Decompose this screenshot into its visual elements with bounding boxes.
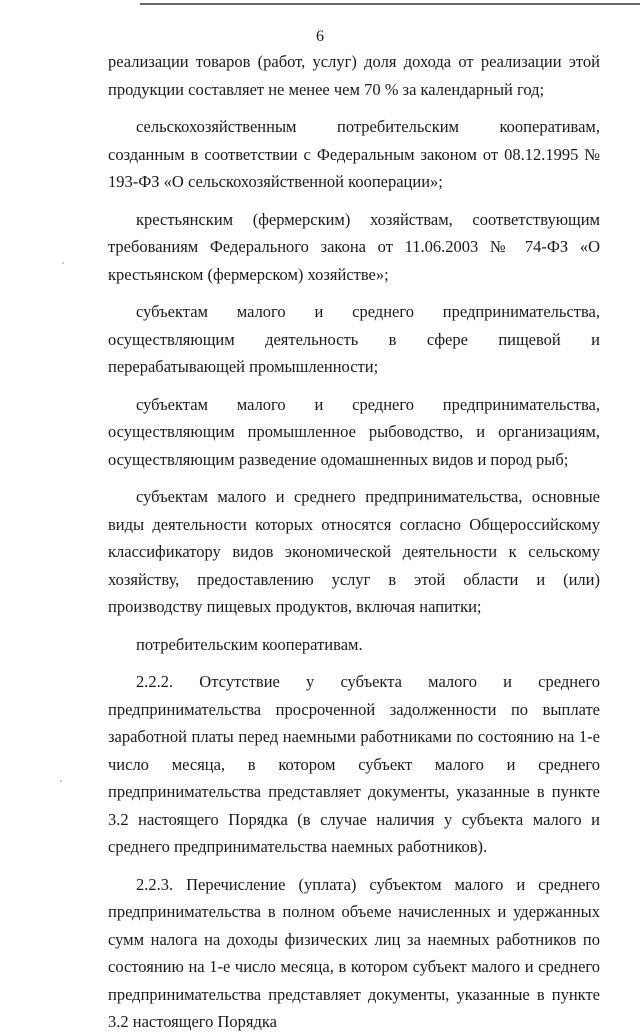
paragraph-fish-farming: субъектам малого и среднего предпринимательства, осуществляющим промышленное рыбоводство, и организациям, осуществляющим разведение одомашненных видов и пород рыб; — [108, 394, 600, 469]
paragraph-food-industry: субъектам малого и среднего предпринимательства, осуществляющим деятельность в сфере пищевой и перерабатывающей промышленности; — [108, 302, 600, 376]
paragraph-2-2-3: 2.2.3. Перечисление (уплата) субъектом малого и среднего предпринимательства в полном объеме начисленных и удержанных сумм налога на доходы физических лиц за наемных работников по состоянию на 1-е число месяца, в котором субъект малого и среднего предпринимательства представляет документы, указанные в пункте 3.2 настоящего Порядка — [108, 874, 600, 1031]
paragraph-2-2-2: 2.2.2. Отсутствие у субъекта малого и среднего предпринимательства просроченной задолженности по выплате заработной платы перед наемными работниками по состоянию на 1-е число месяца, в котором субъект малого и среднего предпринимательства представляет документы, указанные в пункте 3.2 настоящего Порядка (в случае наличия у субъекта малого и среднего предпринимательства наемных работников). — [108, 672, 600, 856]
scan-speck — [62, 262, 64, 264]
paragraph-continuation: реализации товаров (работ, услуг) доля дохода от реализации этой продукции составляет не менее чем 70 % за календарный год; — [108, 52, 600, 99]
paragraph-agri-cooperatives: сельскохозяйственным потребительским кооперативам, созданным в соответствии с Федеральным законом от 08.12.1995 № 193-ФЗ «О сельскохозяйственной кооперации»; — [108, 117, 600, 191]
paragraph-okved-activities: субъектам малого и среднего предпринимательства, основные виды деятельности которых относятся согласно Общероссийскому классификатору видов экономической деятельности к сельскому хозяйству, предоставлению услуг в этой области и (или) производству пищевых продуктов, включая напитки; — [108, 487, 600, 616]
scan-speck — [60, 780, 62, 782]
paragraph-farm-households: крестьянским (фермерским) хозяйствам, соответствующим требованиям Федерального закона от 11.06.2003 № 74-ФЗ «О крестьянском (фермерском) хозяйстве»; — [108, 209, 600, 284]
paragraph-consumer-cooperatives: потребительским кооперативам. — [136, 634, 363, 654]
document-body — [108, 48, 600, 1036]
page-number: 6 — [316, 28, 324, 45]
top-edge-line — [140, 3, 640, 5]
